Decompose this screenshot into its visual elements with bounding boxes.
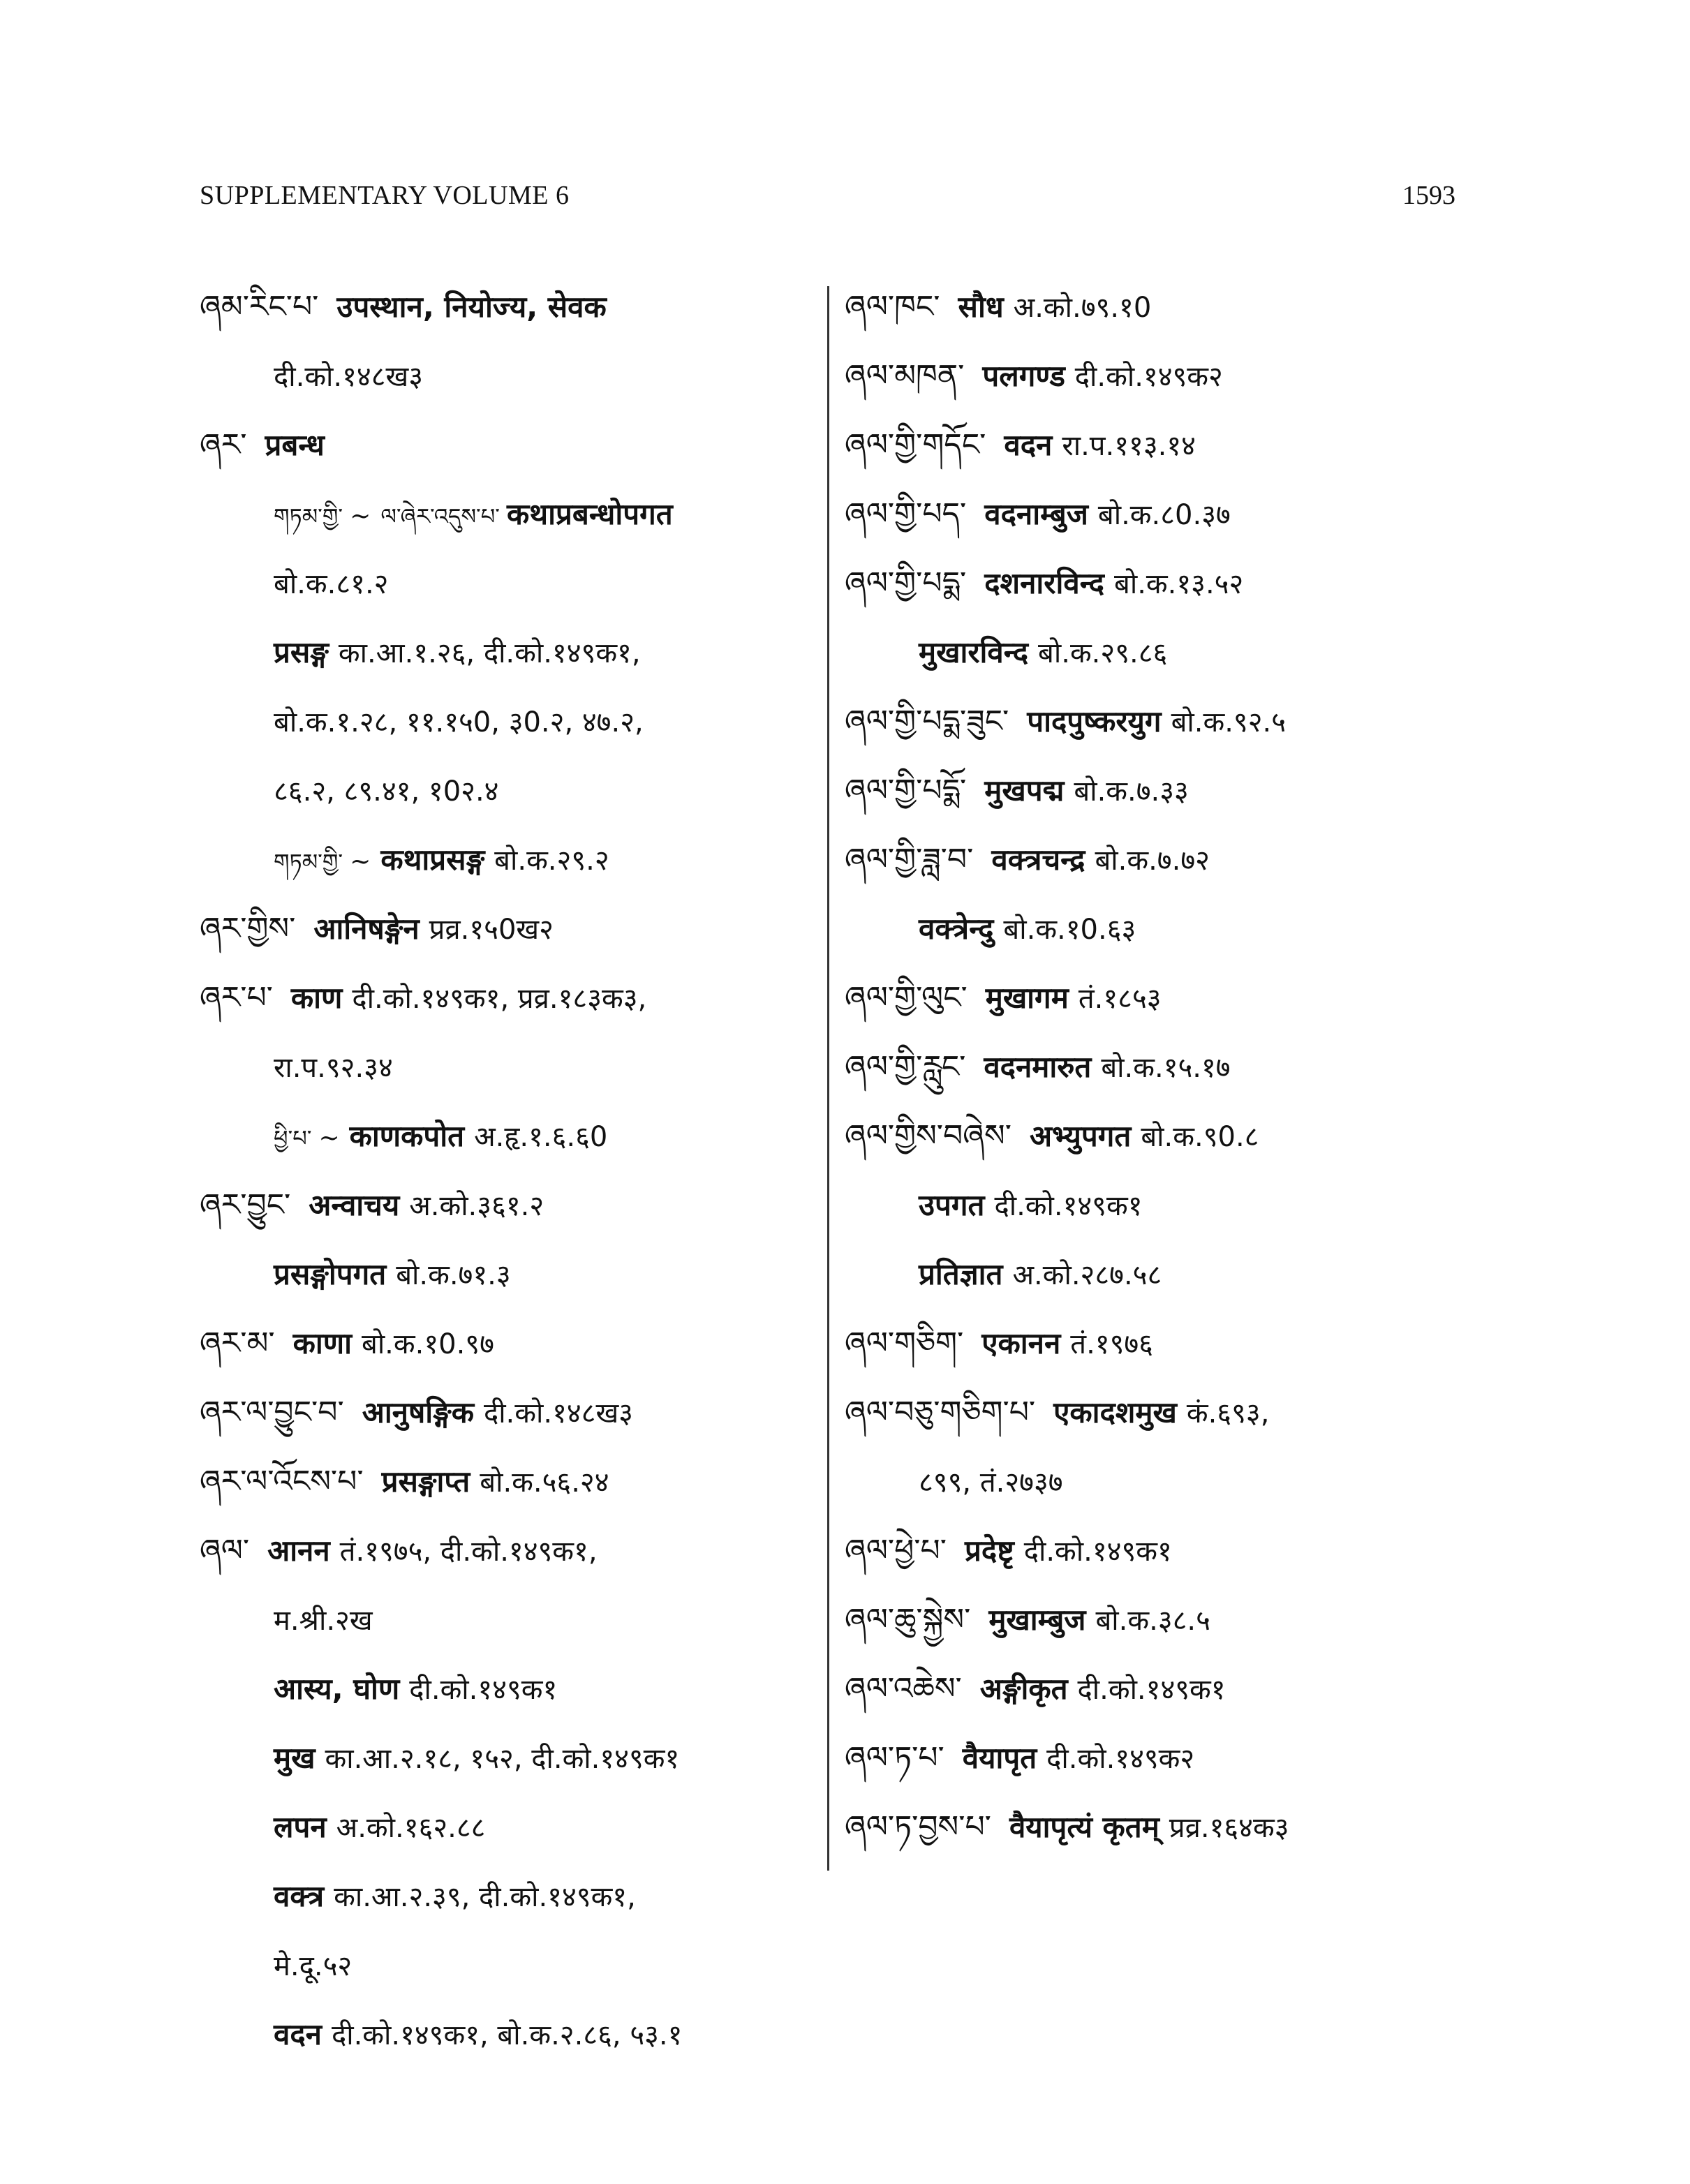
dictionary-entry-line	[845, 410, 1473, 480]
source-reference: बो.क.२९.२	[494, 845, 609, 877]
dictionary-entry-line	[200, 549, 814, 618]
source-reference: बो.क.२९.८६	[1038, 637, 1168, 669]
dictionary-entry-line	[845, 618, 1473, 687]
sanskrit-equivalent: मुखाम्बुज	[988, 1603, 1086, 1637]
dictionary-entry-line	[845, 1101, 1473, 1171]
tibetan-headword: ཞར་	[200, 427, 247, 463]
sanskrit-equivalent: मुख	[274, 1741, 316, 1775]
source-reference: तं.१८५३	[1078, 983, 1162, 1015]
source-reference: बो.क.३८.५	[1095, 1605, 1210, 1637]
source-reference: दी.को.१४९क१	[409, 1674, 558, 1706]
page-number: 1593	[1402, 181, 1455, 210]
tibetan-headword: ཞལ་གྱི་པདྨ་	[845, 565, 967, 601]
dictionary-entry-line	[200, 1723, 814, 1792]
tibetan-headword: ཞལ་ཆུ་སྐྱེས་	[845, 1602, 971, 1637]
sanskrit-equivalent: उपस्थान, नियोज्य, सेवक	[336, 290, 607, 324]
dictionary-entry-line	[200, 1378, 814, 1447]
source-reference: तं.१९७५, दी.को.१४९क१,	[339, 1536, 598, 1568]
sanskrit-equivalent: आस्य, घोण	[274, 1672, 400, 1706]
dictionary-entry-line	[200, 894, 814, 963]
tibetan-headword: ཞལ་གྱི་ལུང་	[845, 980, 968, 1016]
source-reference: तं.१९७६	[1070, 1328, 1153, 1360]
source-reference: दी.को.१४८ख३	[483, 1397, 633, 1429]
sanskrit-equivalent: वक्त्र	[274, 1879, 325, 1913]
tibetan-headword: ཞར་གྱིས་	[200, 911, 296, 946]
source-reference: ८९९, तं.२७३७	[919, 1466, 1063, 1499]
source-reference: बो.क.१.२८, ११.१५0, ३0.२, ४७.२,	[274, 706, 644, 738]
sanskrit-equivalent: एकादशमुख	[1053, 1395, 1177, 1429]
dictionary-entry-line	[200, 272, 814, 341]
source-reference: बो.क.७१.३	[396, 1259, 511, 1291]
dictionary-entry-line	[200, 1516, 814, 1585]
tibetan-headword: ཞལ་འཆེས་	[845, 1671, 962, 1707]
tibetan-headword: ཞལ་ཁང་	[845, 289, 940, 325]
dictionary-entry-line	[845, 480, 1473, 549]
dictionary-entry-line	[845, 1309, 1473, 1378]
right-column	[845, 272, 1473, 1862]
tibetan-headword: ཞལ་གྱི་རླུང་	[845, 1049, 966, 1085]
sanskrit-equivalent: उपगत	[919, 1188, 985, 1222]
dictionary-entry-line	[845, 963, 1473, 1032]
tilde-mark: ~	[350, 502, 371, 530]
sanskrit-equivalent: मुखारविन्द	[919, 635, 1029, 669]
source-reference: मे.दू.५२	[274, 1950, 353, 1982]
source-reference: बो.क.८१.२	[274, 568, 389, 600]
source-reference: दी.को.१४९क२	[1074, 361, 1223, 393]
dictionary-entry-line	[200, 618, 814, 687]
tibetan-headword: ཞར་བྱུང་	[200, 1187, 291, 1223]
dictionary-entry-line	[200, 480, 814, 549]
column-divider	[827, 286, 829, 1871]
tibetan-headword: ཞལ་གྱི་པད་	[845, 496, 967, 532]
sanskrit-equivalent: वदन	[274, 2017, 322, 2051]
tibetan-headword: ཞལ་ཏ་པ་	[845, 1740, 944, 1776]
dictionary-entry-line	[845, 1516, 1473, 1585]
dictionary-entry-line	[845, 1447, 1473, 1516]
source-reference: कं.६९३,	[1186, 1397, 1270, 1429]
tibetan-headword: ཞལ་གཅིག་	[845, 1325, 964, 1361]
source-reference: बो.क.७.३३	[1074, 775, 1189, 808]
sanskrit-equivalent: लपन	[274, 1810, 327, 1844]
source-reference: दी.को.१४९क१, प्रव्र.१८३क३,	[352, 983, 647, 1015]
sanskrit-equivalent: वक्त्रेन्दु	[919, 912, 994, 946]
sanskrit-equivalent: वदनमारुत	[984, 1050, 1092, 1084]
source-reference: दी.को.१४९क१	[1077, 1674, 1226, 1706]
dictionary-entry-line	[200, 1447, 814, 1516]
tibetan-phrase-prefix: གཏམ་གྱི་	[274, 849, 343, 875]
dictionary-entry-line	[200, 1309, 814, 1378]
dictionary-entry-line	[200, 2000, 814, 2069]
dictionary-entry-line	[845, 756, 1473, 825]
tibetan-headword: ཞལ་གྱིས་བཞེས་	[845, 1118, 1011, 1154]
source-reference: दी.को.१४९क१	[994, 1190, 1143, 1222]
sanskrit-equivalent: कथाप्रसङ्ग	[380, 842, 485, 877]
dictionary-entry-line	[845, 687, 1473, 756]
sanskrit-equivalent: वदनाम्बुज	[984, 497, 1088, 531]
tibetan-headword: ཞལ་	[200, 1533, 250, 1568]
source-reference: बो.क.१५.१७	[1101, 1052, 1231, 1084]
dictionary-entry-line	[845, 1723, 1473, 1792]
tibetan-headword: ཞར་མ་	[200, 1325, 275, 1361]
sanskrit-equivalent: प्रसङ्ग	[274, 635, 329, 669]
sanskrit-equivalent: अन्वाचय	[309, 1188, 400, 1222]
tibetan-phrase-prefix: ཕྱི་པ་	[274, 1125, 312, 1152]
sanskrit-equivalent: कथाप्रबन्धोपगत	[507, 497, 673, 531]
sanskrit-equivalent: आनुषङ्गिक	[362, 1395, 474, 1429]
dictionary-entry-line	[845, 1240, 1473, 1309]
source-reference: दी.को.१४९क१	[1023, 1536, 1172, 1568]
dictionary-entry-line	[845, 272, 1473, 341]
sanskrit-equivalent: प्रबन्ध	[265, 428, 325, 462]
dictionary-entry-line	[200, 1585, 814, 1654]
sanskrit-equivalent: काणकपोत	[349, 1119, 465, 1153]
source-reference: बो.क.१0.६३	[1003, 914, 1136, 946]
dictionary-entry-line	[200, 1032, 814, 1101]
tibetan-headword: ཞར་པ་	[200, 980, 273, 1016]
tibetan-headword: ཞལ་གྱི་པདྨ་ཟུང་	[845, 704, 1009, 739]
tibetan-headword: ཞམ་རིང་པ་	[200, 289, 319, 325]
source-reference: का.आ.१.२६, दी.को.१४९क१,	[338, 637, 641, 669]
dictionary-entry-line	[200, 963, 814, 1032]
sanskrit-equivalent: वक्त्रचन्द्र	[991, 842, 1085, 877]
source-reference: अ.हृ.१.६.६0	[474, 1121, 608, 1153]
tibetan-headword: ཞར་ལ་བྱུང་བ་	[200, 1395, 344, 1430]
source-reference: रा.प.११३.१४	[1062, 430, 1196, 462]
tibetan-headword: ཞལ་གྱི་ཟླ་བ་	[845, 842, 974, 877]
sanskrit-equivalent: अङ्गीकृत	[979, 1672, 1068, 1706]
sanskrit-equivalent: आनन	[267, 1533, 330, 1568]
tibetan-headword: ཞལ་མཁན་	[845, 358, 965, 394]
tibetan-headword: ཞར་ལ་འོངས་པ་	[200, 1464, 364, 1499]
source-reference: बो.क.१0.९७	[361, 1328, 494, 1360]
source-reference: दी.को.१४८ख३	[274, 361, 424, 393]
sanskrit-equivalent: पलगण्ड	[982, 359, 1065, 393]
source-reference: बो.क.९0.८	[1141, 1121, 1259, 1153]
tilde-mark: ~	[350, 847, 371, 876]
source-reference: दी.को.१४९क१, बो.क.२.८६, ५३.१	[331, 2019, 683, 2051]
sanskrit-equivalent: प्रसङ्गोपगत	[274, 1257, 387, 1291]
dictionary-entry-line	[845, 894, 1473, 963]
sanskrit-equivalent: सौध	[958, 290, 1004, 324]
dictionary-entry-line	[845, 1585, 1473, 1654]
dictionary-entry-line	[200, 1792, 814, 1862]
dictionary-entry-line	[200, 410, 814, 480]
tilde-mark: ~	[318, 1124, 340, 1152]
source-reference: प्रव्र.१६४क३	[1169, 1812, 1289, 1844]
sanskrit-equivalent: अभ्युपगत	[1029, 1119, 1132, 1153]
sanskrit-equivalent: प्रतिज्ञात	[919, 1257, 1003, 1291]
dictionary-entry-line	[200, 1654, 814, 1723]
source-reference: प्रव्र.१५0ख२	[429, 914, 554, 946]
source-reference: रा.प.९२.३४	[274, 1052, 393, 1084]
dictionary-entry-line	[845, 1032, 1473, 1101]
sanskrit-equivalent: काण	[290, 981, 343, 1015]
tibetan-phrase-prefix: གཏམ་གྱི་	[274, 503, 343, 530]
tibetan-headword: ཞལ་གྱི་གདོང་	[845, 427, 986, 463]
source-reference: बो.क.८0.३७	[1097, 499, 1231, 531]
tibetan-headword: ཞལ་བཅུ་གཅིག་པ་	[845, 1395, 1036, 1430]
source-reference: अ.को.३६१.२	[409, 1190, 544, 1222]
sanskrit-equivalent: मुखागम	[985, 981, 1069, 1015]
sanskrit-equivalent: वैयापृत्यं कृतम्	[1009, 1810, 1159, 1844]
sanskrit-equivalent: काणा	[292, 1326, 352, 1360]
dictionary-entry-line	[845, 341, 1473, 410]
tibetan-headword: ཞལ་ཕྱེ་པ་	[845, 1533, 947, 1568]
left-column	[200, 272, 814, 2069]
source-reference: बो.क.१३.५२	[1114, 568, 1244, 600]
sanskrit-equivalent: प्रसङ्गाप्त	[381, 1464, 470, 1499]
running-head: SUPPLEMENTARY VOLUME 6	[200, 181, 570, 210]
sanskrit-equivalent: आनिषङ्गेन	[313, 912, 420, 946]
tibetan-headword: ཞལ་ཏ་བྱས་པ་	[845, 1809, 991, 1845]
dictionary-entry-line	[845, 1654, 1473, 1723]
source-reference: म.श्री.२ख	[274, 1605, 373, 1637]
dictionary-entry-line	[845, 549, 1473, 618]
source-reference: अ.को.२८७.५८	[1012, 1259, 1162, 1291]
dictionary-entry-line	[200, 1240, 814, 1309]
source-reference: बो.क.९२.५	[1171, 706, 1287, 738]
dictionary-entry-line	[200, 687, 814, 756]
source-reference: बो.क.७.७२	[1095, 845, 1210, 877]
tibetan-phrase-suffix: ལ་ཞེར་འདུས་པ་	[380, 503, 501, 530]
sanskrit-equivalent: मुखपद्म	[984, 773, 1065, 808]
dictionary-entry-line	[845, 1171, 1473, 1240]
source-reference: बो.क.५६.२४	[480, 1466, 609, 1499]
dictionary-entry-line	[200, 825, 814, 894]
source-reference: ८६.२, ८९.४१, १0२.४	[274, 775, 499, 808]
source-reference: अ.को.१६२.८८	[336, 1812, 486, 1844]
dictionary-entry-line	[200, 1101, 814, 1171]
dictionary-entry-line	[200, 1171, 814, 1240]
dictionary-entry-line	[845, 825, 1473, 894]
sanskrit-equivalent: पादपुष्करयुग	[1027, 704, 1162, 738]
source-reference: का.आ.२.३९, दी.को.१४९क१,	[334, 1881, 636, 1913]
sanskrit-equivalent: प्रदेष्टृ	[965, 1533, 1014, 1568]
dictionary-entry-line	[200, 756, 814, 825]
sanskrit-equivalent: दशनारविन्द	[984, 566, 1104, 600]
tibetan-headword: ཞལ་གྱི་པདྨོ་	[845, 773, 967, 808]
sanskrit-equivalent: वैयापृत	[962, 1741, 1037, 1775]
source-reference: अ.को.७९.१0	[1013, 292, 1152, 324]
sanskrit-equivalent: एकानन	[981, 1326, 1061, 1360]
dictionary-entry-line	[200, 341, 814, 410]
source-reference: का.आ.२.१८, १५२, दी.को.१४९क१	[325, 1743, 680, 1775]
dictionary-entry-line	[200, 1862, 814, 1931]
source-reference: दी.को.१४९क२	[1046, 1743, 1195, 1775]
dictionary-entry-line	[845, 1378, 1473, 1447]
dictionary-entry-line	[845, 1792, 1473, 1862]
sanskrit-equivalent: वदन	[1004, 428, 1053, 462]
page-header	[200, 180, 1455, 222]
dictionary-entry-line	[200, 1931, 814, 2000]
